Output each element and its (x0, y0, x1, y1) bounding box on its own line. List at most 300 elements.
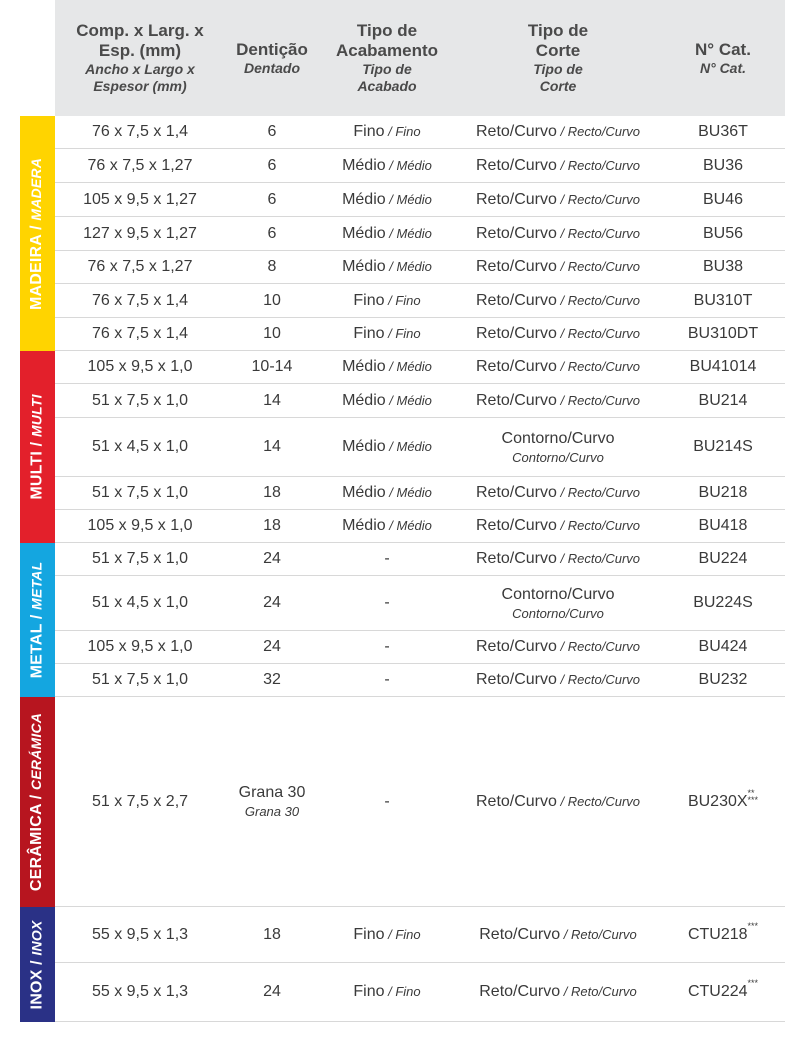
teeth-cell (225, 907, 319, 962)
header-finish-pt1: Tipo de (356, 21, 418, 40)
cut-pt: Reto/Curvo (475, 391, 557, 409)
teeth-value: 18 (263, 517, 281, 534)
teeth-cell (225, 510, 319, 542)
header-cut-es1: Tipo de (533, 61, 583, 77)
header-cut-es2: Corte (539, 78, 577, 94)
header-finish-es1: Tipo de (362, 61, 412, 77)
cut-es: Recto/Curvo (567, 292, 640, 308)
catalog-number: BU224S (693, 594, 753, 611)
cut-es: Recto/Curvo (567, 485, 640, 500)
cut-cell (455, 251, 661, 283)
table-row (55, 384, 785, 418)
catalog-number: BU38 (702, 258, 744, 275)
finish-es: Fino (395, 124, 421, 139)
cut-line (476, 190, 640, 210)
table-row (55, 477, 785, 510)
catalog-line (687, 920, 759, 945)
cut-pt: Reto/Curvo (479, 983, 561, 1000)
cut-separator: / (556, 485, 568, 500)
cut-pt: Reto/Curvo (475, 358, 557, 375)
cut-separator: / (556, 672, 568, 687)
cut-es: Recto/Curvo (567, 225, 640, 241)
header-cut-pt2: Corte (535, 41, 581, 60)
dimension-cell (55, 477, 225, 509)
teeth-cell (225, 384, 319, 417)
dimension-value: 51 x 7,5 x 2,7 (91, 792, 189, 810)
catalog-line (698, 122, 748, 142)
header-dimensions-es1: Ancho x Largo x (85, 61, 195, 77)
teeth-cell (225, 116, 319, 148)
catalog-number: BU218 (698, 484, 748, 501)
finish-separator: / (384, 926, 396, 942)
cut-pt: Contorno/Curvo (501, 429, 615, 447)
header-finish-es2: Acabado (357, 78, 417, 94)
teeth-cell (225, 576, 319, 630)
catalog-line (699, 549, 748, 569)
header-dimensions-pt2: Esp. (mm) (98, 41, 182, 60)
dimension-cell (55, 631, 225, 663)
table-header (55, 0, 785, 116)
dimension-cell (55, 351, 225, 383)
dimension-cell (55, 510, 225, 542)
cut-cell (455, 963, 661, 1021)
category-label-es: INOX (28, 920, 45, 956)
finish-separator: / (385, 225, 397, 241)
teeth-value: 14 (263, 391, 281, 409)
finish-pt: Fino (353, 123, 385, 140)
catalog-number-cell (661, 631, 785, 663)
finish-es: Fino (395, 292, 421, 308)
category-label-pt: INOX (28, 969, 46, 1009)
table-row (55, 116, 785, 149)
finish-cell (319, 116, 455, 148)
cut-line (476, 637, 640, 657)
catalog-number: BU36 (702, 156, 744, 174)
finish-pt: Médio (342, 438, 386, 455)
header-cut-pt1: Tipo de (527, 21, 589, 40)
cut-line (479, 925, 637, 945)
cut-separator: / (556, 639, 568, 654)
cut-pt: Reto/Curvo (475, 671, 557, 688)
catalog-number-cell (661, 318, 785, 350)
header-teeth-es: Dentado (244, 59, 300, 76)
cut-es: Recto/Curvo (567, 639, 640, 654)
cut-es: Recto/Curvo (567, 326, 640, 341)
finish-line (384, 549, 389, 569)
header-dimensions-es2: Espesor (mm) (93, 78, 187, 94)
finish-line (353, 324, 420, 344)
dimension-cell (55, 907, 225, 962)
finish-cell (319, 183, 455, 216)
catalog-number-cell (661, 183, 785, 216)
cut-cell (455, 477, 661, 509)
dimension-value: 76 x 7,5 x 1,27 (87, 258, 193, 275)
cut-line (476, 156, 640, 176)
dimension-cell (55, 543, 225, 575)
catalog-line (693, 593, 753, 613)
catalog-line (699, 637, 748, 657)
finish-line (384, 670, 389, 690)
finish-separator: / (384, 984, 396, 999)
teeth-cell (225, 251, 319, 283)
cut-es: Reto/Curvo (571, 984, 637, 999)
finish-es: Fino (395, 984, 421, 999)
cut-line (476, 483, 640, 503)
catalog-number: BU424 (698, 638, 748, 655)
finish-separator: / (385, 259, 397, 274)
category-band (20, 907, 55, 1022)
cut-pt: Reto/Curvo (475, 550, 557, 567)
dimension-cell (55, 284, 225, 317)
cut-pt: Reto/Curvo (475, 224, 557, 242)
finish-cell (319, 251, 455, 283)
teeth-value: 24 (263, 550, 281, 567)
category-label-es: MADERA (28, 157, 45, 221)
finish-line (353, 982, 420, 1002)
catalog-line (699, 516, 748, 536)
catalog-line (699, 670, 748, 690)
catalog-line (687, 978, 759, 1002)
teeth-cell (225, 477, 319, 509)
teeth-cell (225, 149, 319, 182)
catalog-number-cell (661, 963, 785, 1021)
catalog-line (699, 483, 748, 503)
cut-pt: Reto/Curvo (475, 638, 557, 655)
cut-pt: Reto/Curvo (475, 291, 557, 309)
catalog-footnote-mark: *** (747, 920, 759, 931)
cut-es: Recto/Curvo (567, 157, 640, 173)
cut-cell (455, 149, 661, 182)
teeth-value: 14 (263, 438, 281, 455)
table-row (55, 510, 785, 543)
catalog-number: BU46 (702, 190, 744, 208)
cut-pt: Reto/Curvo (475, 190, 557, 208)
cut-es: Contorno/Curvo (512, 449, 604, 465)
dimension-cell (55, 963, 225, 1021)
finish-separator: / (385, 439, 397, 454)
dimension-value: 76 x 7,5 x 1,4 (91, 325, 189, 342)
teeth-cell (225, 318, 319, 350)
cut-separator: / (556, 124, 568, 139)
finish-pt: Médio (342, 190, 386, 208)
cut-cell (455, 631, 661, 663)
cut-es: Recto/Curvo (567, 124, 640, 139)
dimension-cell (55, 149, 225, 182)
dimension-cell (55, 418, 225, 476)
catalog-number-cell (661, 576, 785, 630)
dimension-value: 76 x 7,5 x 1,4 (91, 291, 189, 309)
finish-separator: / (384, 124, 396, 139)
finish-es: Médio (396, 359, 432, 374)
teeth-cell (225, 963, 319, 1021)
teeth-value-es: Grana 30 (244, 804, 300, 819)
finish-pt: Médio (342, 391, 386, 409)
cut-es: Recto/Curvo (567, 392, 640, 408)
category-label (29, 920, 47, 1009)
dimension-value: 105 x 9,5 x 1,27 (83, 190, 197, 208)
cut-line (476, 224, 640, 244)
finish-cell (319, 907, 455, 962)
catalog-number: BU224 (698, 550, 748, 567)
category-label (29, 157, 47, 309)
finish-pt: Fino (353, 983, 385, 1000)
cut-pt: Reto/Curvo (475, 325, 557, 342)
finish-separator: / (385, 359, 397, 374)
table-row (55, 183, 785, 217)
finish-line (342, 391, 432, 411)
finish-es: Fino (395, 926, 421, 942)
teeth-cell (225, 284, 319, 317)
finish-es: Fino (395, 326, 421, 341)
finish-cell (319, 697, 455, 906)
cut-separator: / (556, 392, 568, 408)
catalog-number: BU310T (693, 291, 753, 309)
finish-line (342, 357, 432, 377)
catalog-number: BU56 (702, 224, 744, 242)
teeth-value: 24 (263, 983, 281, 1000)
cut-pt: Contorno/Curvo (501, 585, 615, 603)
cut-cell (455, 510, 661, 542)
cut-es: Reto/Curvo (571, 926, 637, 942)
finish-pt: Médio (342, 517, 386, 534)
cut-cell (455, 543, 661, 575)
finish-es: Médio (396, 518, 432, 533)
finish-line (384, 637, 389, 657)
teeth-cell (225, 543, 319, 575)
cut-es: Recto/Curvo (567, 518, 640, 533)
dimension-value: 55 x 9,5 x 1,3 (91, 925, 189, 943)
cut-separator: / (556, 326, 568, 341)
cut-separator: / (560, 984, 571, 999)
cut-cell (455, 418, 661, 476)
catalog-number-cell (661, 543, 785, 575)
teeth-value: 18 (263, 925, 281, 943)
finish-line (342, 437, 432, 457)
dimension-cell (55, 576, 225, 630)
catalog-line (688, 324, 758, 344)
table-row (55, 217, 785, 251)
finish-separator: / (385, 157, 397, 173)
finish-cell (319, 418, 455, 476)
catalog-number: BU214 (698, 391, 748, 409)
finish-cell (319, 384, 455, 417)
catalog-line (703, 224, 743, 244)
cut-separator: / (556, 259, 568, 274)
finish-line (342, 516, 432, 536)
category-label (29, 713, 47, 891)
header-dimensions (55, 0, 225, 116)
finish-line (353, 122, 420, 142)
teeth-value: 6 (267, 224, 277, 242)
category-label-separator: / (28, 789, 46, 804)
dimension-cell (55, 318, 225, 350)
header-cut (455, 0, 661, 116)
cut-pt: Reto/Curvo (475, 517, 557, 534)
cut-pt: Reto/Curvo (475, 258, 557, 275)
category-label-es: METAL (28, 561, 45, 610)
table-row (55, 251, 785, 284)
catalog-line (703, 257, 743, 277)
finish-line (353, 291, 420, 311)
cut-cell (455, 384, 661, 417)
header-catalog-es: N° Cat. (699, 59, 747, 76)
catalog-number: CTU218 (687, 925, 748, 943)
finish-line (342, 483, 432, 503)
header-catalog-pt: N° Cat. (695, 39, 751, 59)
cut-cell (455, 116, 661, 148)
teeth-value: 6 (267, 156, 277, 174)
finish-line (342, 190, 432, 210)
dimension-value: 127 x 9,5 x 1,27 (83, 224, 197, 242)
dimension-cell (55, 664, 225, 696)
finish-pt: - (384, 638, 390, 655)
dimension-cell (55, 217, 225, 250)
teeth-cell (225, 217, 319, 250)
dimension-value: 76 x 7,5 x 1,27 (87, 156, 193, 174)
catalog-number-cell (661, 664, 785, 696)
finish-es: Médio (396, 259, 432, 274)
cut-cell (455, 351, 661, 383)
cut-es: Recto/Curvo (567, 359, 640, 374)
teeth-cell (225, 697, 319, 906)
cut-pt: Reto/Curvo (479, 925, 561, 943)
finish-cell (319, 477, 455, 509)
finish-cell (319, 510, 455, 542)
cut-separator: / (556, 191, 568, 207)
category-label-pt: CERÂMICA (28, 803, 46, 892)
catalog-number: BU230X (687, 792, 748, 810)
cut-line (476, 549, 640, 569)
finish-pt: Fino (353, 925, 385, 943)
cut-es: Recto/Curvo (567, 191, 640, 207)
table-row (55, 963, 785, 1022)
finish-separator: / (384, 292, 396, 308)
teeth-cell (225, 664, 319, 696)
category-band (20, 351, 55, 543)
cut-cell (455, 318, 661, 350)
cut-es: Recto/Curvo (567, 259, 640, 274)
catalog-number-cell (661, 384, 785, 417)
header-teeth-pt: Dentição (236, 39, 308, 59)
catalog-number-cell (661, 284, 785, 317)
catalog-line (690, 357, 757, 377)
category-label-es: CERÁMICA (28, 712, 45, 790)
finish-cell (319, 284, 455, 317)
teeth-value: 8 (267, 258, 277, 275)
cut-separator: / (556, 551, 568, 566)
catalog-footnote-mark: ** *** (747, 787, 759, 805)
finish-line (384, 792, 389, 812)
dimension-cell (55, 183, 225, 216)
finish-pt: Médio (342, 224, 386, 242)
finish-cell (319, 664, 455, 696)
finish-separator: / (384, 326, 396, 341)
finish-cell (319, 576, 455, 630)
finish-separator: / (385, 518, 397, 533)
cut-cell (455, 183, 661, 216)
cut-cell (455, 284, 661, 317)
finish-separator: / (385, 392, 397, 408)
catalog-line (703, 190, 743, 210)
header-teeth (225, 0, 319, 116)
catalog-line (687, 787, 759, 812)
dimension-value: 105 x 9,5 x 1,0 (87, 358, 193, 375)
finish-es: Médio (396, 225, 432, 241)
finish-es: Médio (396, 485, 432, 500)
teeth-cell (225, 418, 319, 476)
catalog-footnote-mark: *** (747, 978, 759, 988)
cut-cell (455, 576, 661, 630)
cut-cell (455, 697, 661, 906)
cut-pt: Reto/Curvo (475, 484, 557, 501)
category-label-separator: / (28, 220, 46, 235)
catalog-number-cell (661, 510, 785, 542)
teeth-value: 6 (267, 123, 277, 140)
header-catalog-number (661, 0, 785, 116)
cut-es: Recto/Curvo (567, 551, 640, 566)
dimension-value: 76 x 7,5 x 1,4 (91, 123, 189, 140)
category-label-separator: / (28, 437, 46, 451)
table-row (55, 351, 785, 384)
cut-separator: / (556, 292, 568, 308)
category-label-pt: METAL (28, 623, 46, 679)
cut-es: Recto/Curvo (567, 793, 640, 809)
category-label-separator: / (28, 609, 46, 624)
teeth-value: Grana 30 (238, 784, 306, 801)
category-label-es: MULTI (28, 394, 45, 438)
catalog-number: BU36T (698, 123, 748, 140)
finish-pt: - (384, 792, 390, 810)
header-dimensions-pt1: Comp. x Larg. x (76, 21, 204, 40)
table-row (55, 631, 785, 664)
dimension-cell (55, 116, 225, 148)
cut-separator: / (556, 793, 568, 809)
finish-line (342, 257, 432, 277)
table-row (55, 907, 785, 963)
cut-pt: Reto/Curvo (475, 123, 557, 140)
finish-es: Médio (396, 392, 432, 408)
table-row (55, 149, 785, 183)
finish-cell (319, 631, 455, 663)
table-row (55, 576, 785, 631)
catalog-number: BU232 (698, 671, 748, 688)
finish-line (384, 593, 389, 613)
catalog-number-cell (661, 697, 785, 906)
finish-line (353, 925, 420, 945)
finish-pt: - (384, 594, 390, 611)
finish-pt: Médio (342, 258, 386, 275)
finish-es: Médio (396, 191, 432, 207)
cut-separator: / (556, 518, 568, 533)
finish-pt: Médio (342, 358, 386, 375)
finish-pt: Médio (342, 156, 386, 174)
teeth-value: 10 (263, 325, 281, 342)
catalog-line (693, 437, 753, 457)
cut-line (476, 324, 640, 344)
cut-separator: / (556, 359, 568, 374)
teeth-cell (225, 351, 319, 383)
dimension-value: 51 x 4,5 x 1,0 (91, 438, 189, 455)
finish-pt: - (384, 671, 390, 688)
cut-line (476, 516, 640, 536)
cut-pt: Reto/Curvo (475, 156, 557, 174)
dimension-cell (55, 251, 225, 283)
table-row (55, 543, 785, 576)
teeth-value: 10 (263, 291, 281, 309)
catalog-line (694, 291, 753, 311)
category-band (20, 543, 55, 697)
dimension-value: 51 x 4,5 x 1,0 (91, 594, 189, 611)
